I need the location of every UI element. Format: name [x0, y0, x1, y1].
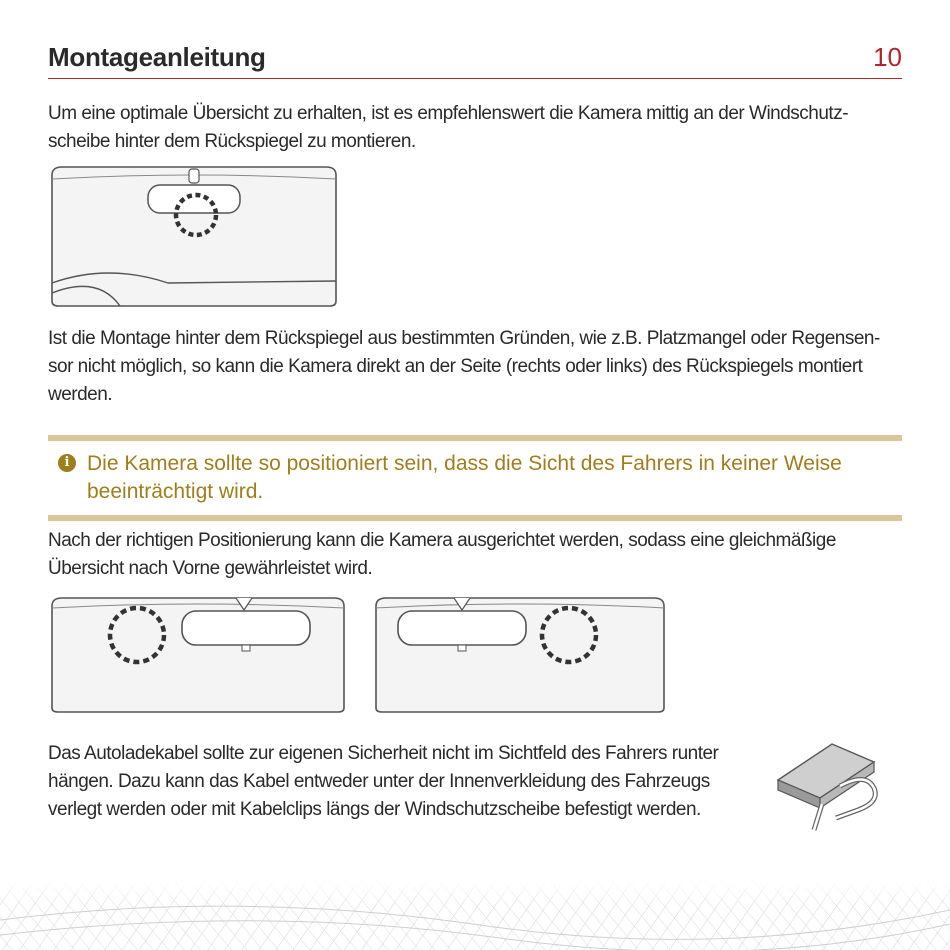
info-note-text: Die Kamera sollte so positioniert sein, dass die Sicht des Fahrers in keiner Weise beeinträchtigt wird.	[87, 452, 842, 503]
info-icon: i	[58, 454, 76, 472]
page-title: Montageanleitung	[48, 42, 266, 72]
decorative-mesh-pattern	[0, 880, 950, 950]
cable-clip-illustration	[770, 738, 888, 838]
info-note	[58, 450, 898, 506]
windshield-right-illustration	[372, 594, 668, 716]
page-header	[48, 38, 902, 79]
paragraph-cable: Das Autoladekabel sollte zur eigenen Sicherheit nicht im Sichtfeld des Fahrers runter hängen. Dazu kann das Kabel entweder unter der Innenverkleidung des Fahrzeugs verlegt werden oder mit Kabelclips längs der Windschutzscheibe befestigt werden.	[48, 743, 719, 820]
paragraph-alignment: Nach der richtigen Positionierung kann die Kamera ausgerichtet werden, sodass eine gleichmäßige Übersicht nach Vorne gewährleistet wird.	[48, 530, 836, 579]
windshield-left-illustration	[48, 594, 348, 716]
note-divider-bottom	[48, 515, 902, 521]
note-divider-top	[48, 435, 902, 441]
windshield-center-illustration	[48, 163, 340, 309]
paragraph-center-mount: Um eine optimale Übersicht zu erhalten, ist es empfehlenswert die Kamera mittig an der Windschutz-scheibe hinter dem Rückspiegel zu montieren.	[48, 103, 849, 152]
paragraph-side-mount: Ist die Montage hinter dem Rückspiegel aus bestimmten Gründen, wie z.B. Platzmangel oder Regensen-sor nicht möglich, so kann die Kamera direkt an der Seite (rechts oder links) des Rückspiegels montiert werden.	[48, 328, 880, 405]
page-number: 10	[873, 42, 902, 72]
